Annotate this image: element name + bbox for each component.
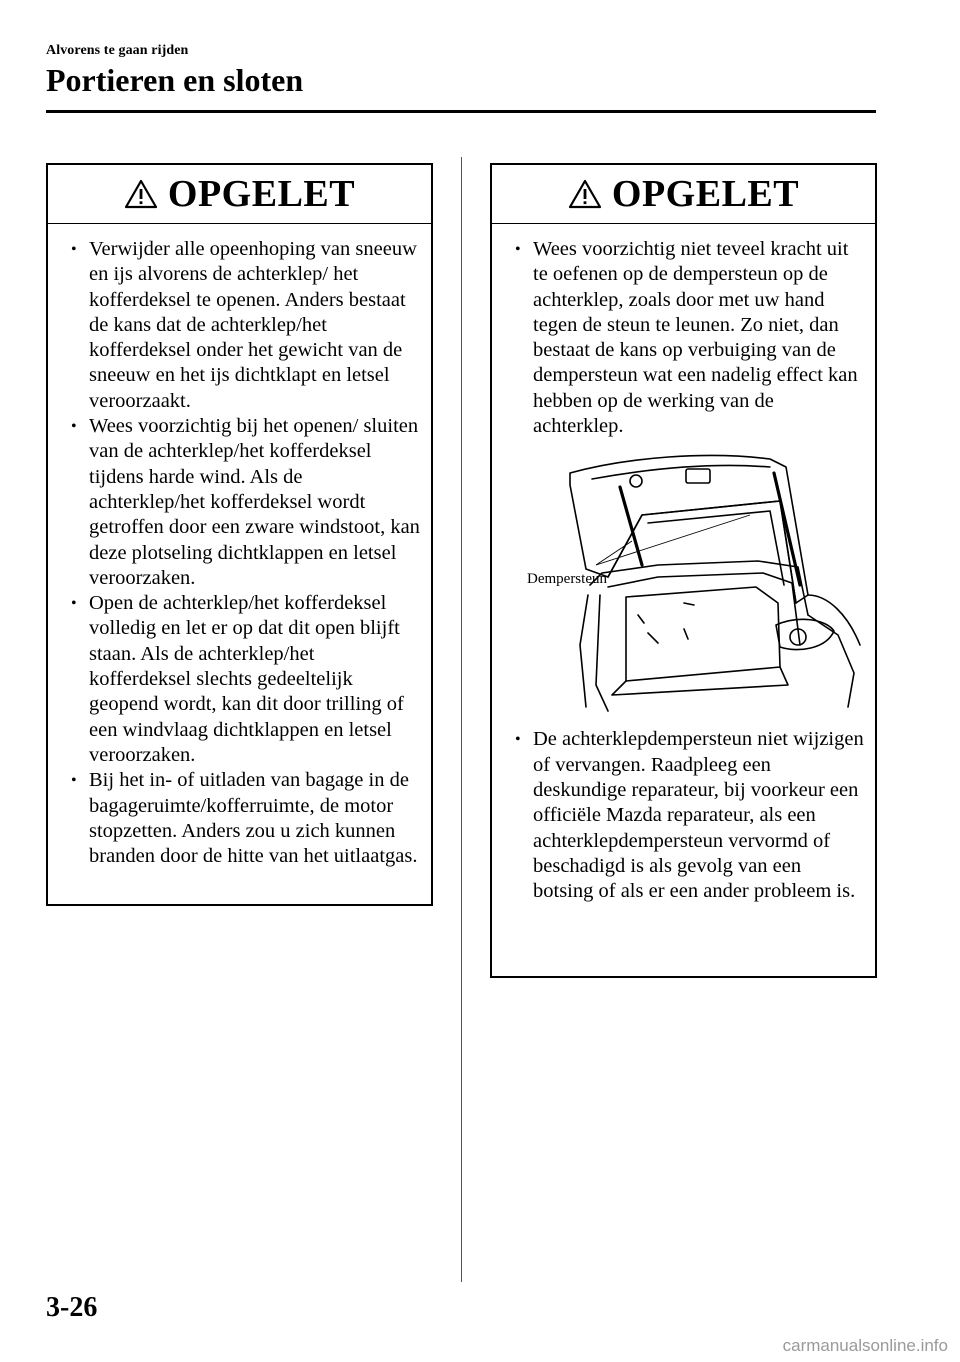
warning-box-left [46,163,433,906]
list-item: • Verwijder alle opeenhoping van sneeuw en ijs alvorens de achterklep/ het kofferdeksel te openen. Anders bestaat de kans dat de achterklep/het kofferdeksel onder het gewicht van de sneeuw en het ijs dichtklapt en letsel veroorzaakt. [64,237,421,414]
list-item: • De achterklepdempersteun niet wijzigen of vervangen. Raadpleeg een deskundige reparateur, bij voorkeur een officiële Mazda reparateur, als een achterklepdempersteun vervormd of beschadigd is als gevolg van een botsing of als er een ander probleem is. [508,727,865,904]
figure-label: Dempersteun [527,571,607,588]
list-item: • Bij het in- of uitladen van bagage in de bagageruimte/kofferruimte, de motor stopzetten. Anders zou u zich kunnen branden door de hitte van het uitlaatgas. [64,768,421,869]
warning-body [492,224,875,904]
warning-list [64,237,421,869]
warning-list [508,727,865,904]
warning-box-right [490,163,877,978]
list-item: • Open de achterklep/het kofferdeksel volledig en let er op dat dit open blijft staan. Als de achterklep/het kofferdeksel slechts gedeeltelijk geopend wordt, kan dit door trilling of een windvlaag dichtklappen en letsel veroorzaken. [64,591,421,768]
list-item: • Wees voorzichtig bij het openen/ sluiten van de achterklep/het kofferdeksel tijdens harde wind. Als de achterklep/het kofferdeksel wordt getroffen door een zware windstoot, kan deze plotseling dichtklappen en letsel veroorzaken. [64,414,421,591]
column-divider [461,157,462,1282]
chapter-title: Portieren en sloten [46,62,304,98]
title-rule [46,110,876,113]
warning-header [492,165,875,224]
warning-title: OPGELET [611,173,800,215]
tailgate-figure [508,445,865,725]
warning-list [508,237,865,439]
watermark: carmanualsonline.info [782,1336,948,1355]
page-number: 3-26 [46,1292,98,1323]
warning-body [48,224,431,869]
warning-header [48,165,431,224]
warning-title: OPGELET [167,173,356,215]
list-item: • Wees voorzichtig niet teveel kracht uit te oefenen op de dempersteun op de achterklep, zoals door met uw hand tegen de steun te leunen. Zo niet, dan bestaat de kans op verbuiging van de dempersteun wat een nadelig effect kan hebben op de werking van de achterklep. [508,237,865,439]
section-label: Alvorens te gaan rijden [46,43,189,58]
warning-triangle-icon [124,179,158,209]
warning-triangle-icon [568,179,602,209]
